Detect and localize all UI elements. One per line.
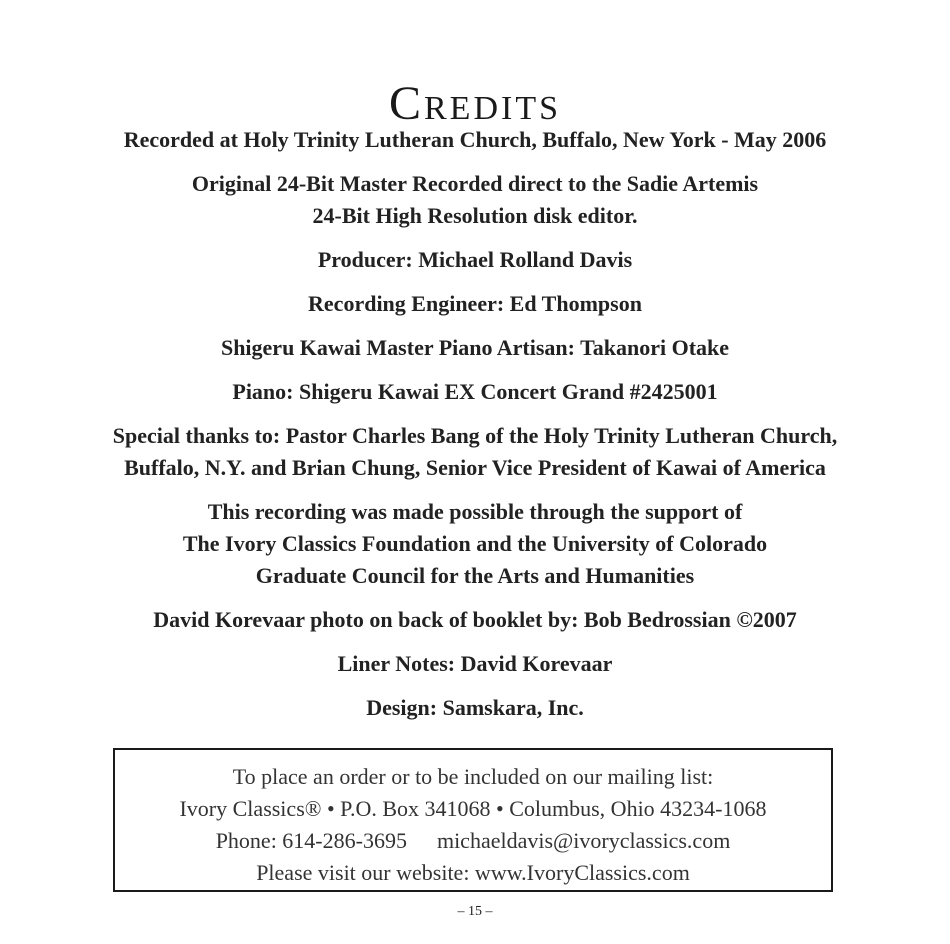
credit-line: Recording Engineer: Ed Thompson [308,291,642,316]
credit-design [0,692,950,724]
credit-producer [0,244,950,276]
credit-special-thanks [0,420,950,484]
credit-support [0,496,950,592]
credit-master-recording [0,168,950,232]
credit-photo [0,604,950,636]
contact-phone: Phone: 614-286-3695 [215,828,407,853]
credit-piano-artisan [0,332,950,364]
credit-engineer [0,288,950,320]
page-number: – 15 – [457,904,493,919]
contact-email: michaeldavis@ivoryclassics.com [436,828,731,853]
credit-piano [0,376,950,408]
credit-line: Graduate Council for the Arts and Humanities [255,563,695,588]
page-title: Credits [388,77,561,131]
credits-list [0,124,950,736]
credit-line: Buffalo, N.Y. and Brian Chung, Senior Vice President of Kawai of America [124,455,826,480]
credit-line: Original 24-Bit Master Recorded direct to the Sadie Artemis [191,171,759,196]
credit-line: Piano: Shigeru Kawai EX Concert Grand #2425001 [232,379,718,404]
credit-line: Recorded at Holy Trinity Lutheran Church, Buffalo, New York - May 2006 [123,127,827,152]
credit-line: Liner Notes: David Korevaar [337,651,613,676]
credit-liner-notes [0,648,950,680]
credit-line: 24-Bit High Resolution disk editor. [312,203,638,228]
credit-line: Design: Samskara, Inc. [366,695,584,720]
credit-line: Shigeru Kawai Master Piano Artisan: Takanori Otake [220,335,730,360]
contact-intro: To place an order or to be included on our mailing list: [232,764,714,789]
contact-box [113,748,833,892]
credit-line: David Korevaar photo on back of booklet by: Bob Bedrossian ©2007 [153,607,797,632]
contact-address: Ivory Classics® • P.O. Box 341068 • Columbus, Ohio 43234-1068 [179,796,767,821]
credit-line: The Ivory Classics Foundation and the University of Colorado [182,531,768,556]
credit-line: Special thanks to: Pastor Charles Bang of the Holy Trinity Lutheran Church, [112,423,838,448]
contact-phone-email-line [115,825,831,857]
credit-line: Producer: Michael Rolland Davis [317,247,633,272]
contact-website: Please visit our website: www.IvoryClassics.com [256,860,690,885]
credit-recorded-at [0,124,950,156]
credit-line: This recording was made possible through the support of [207,499,743,524]
